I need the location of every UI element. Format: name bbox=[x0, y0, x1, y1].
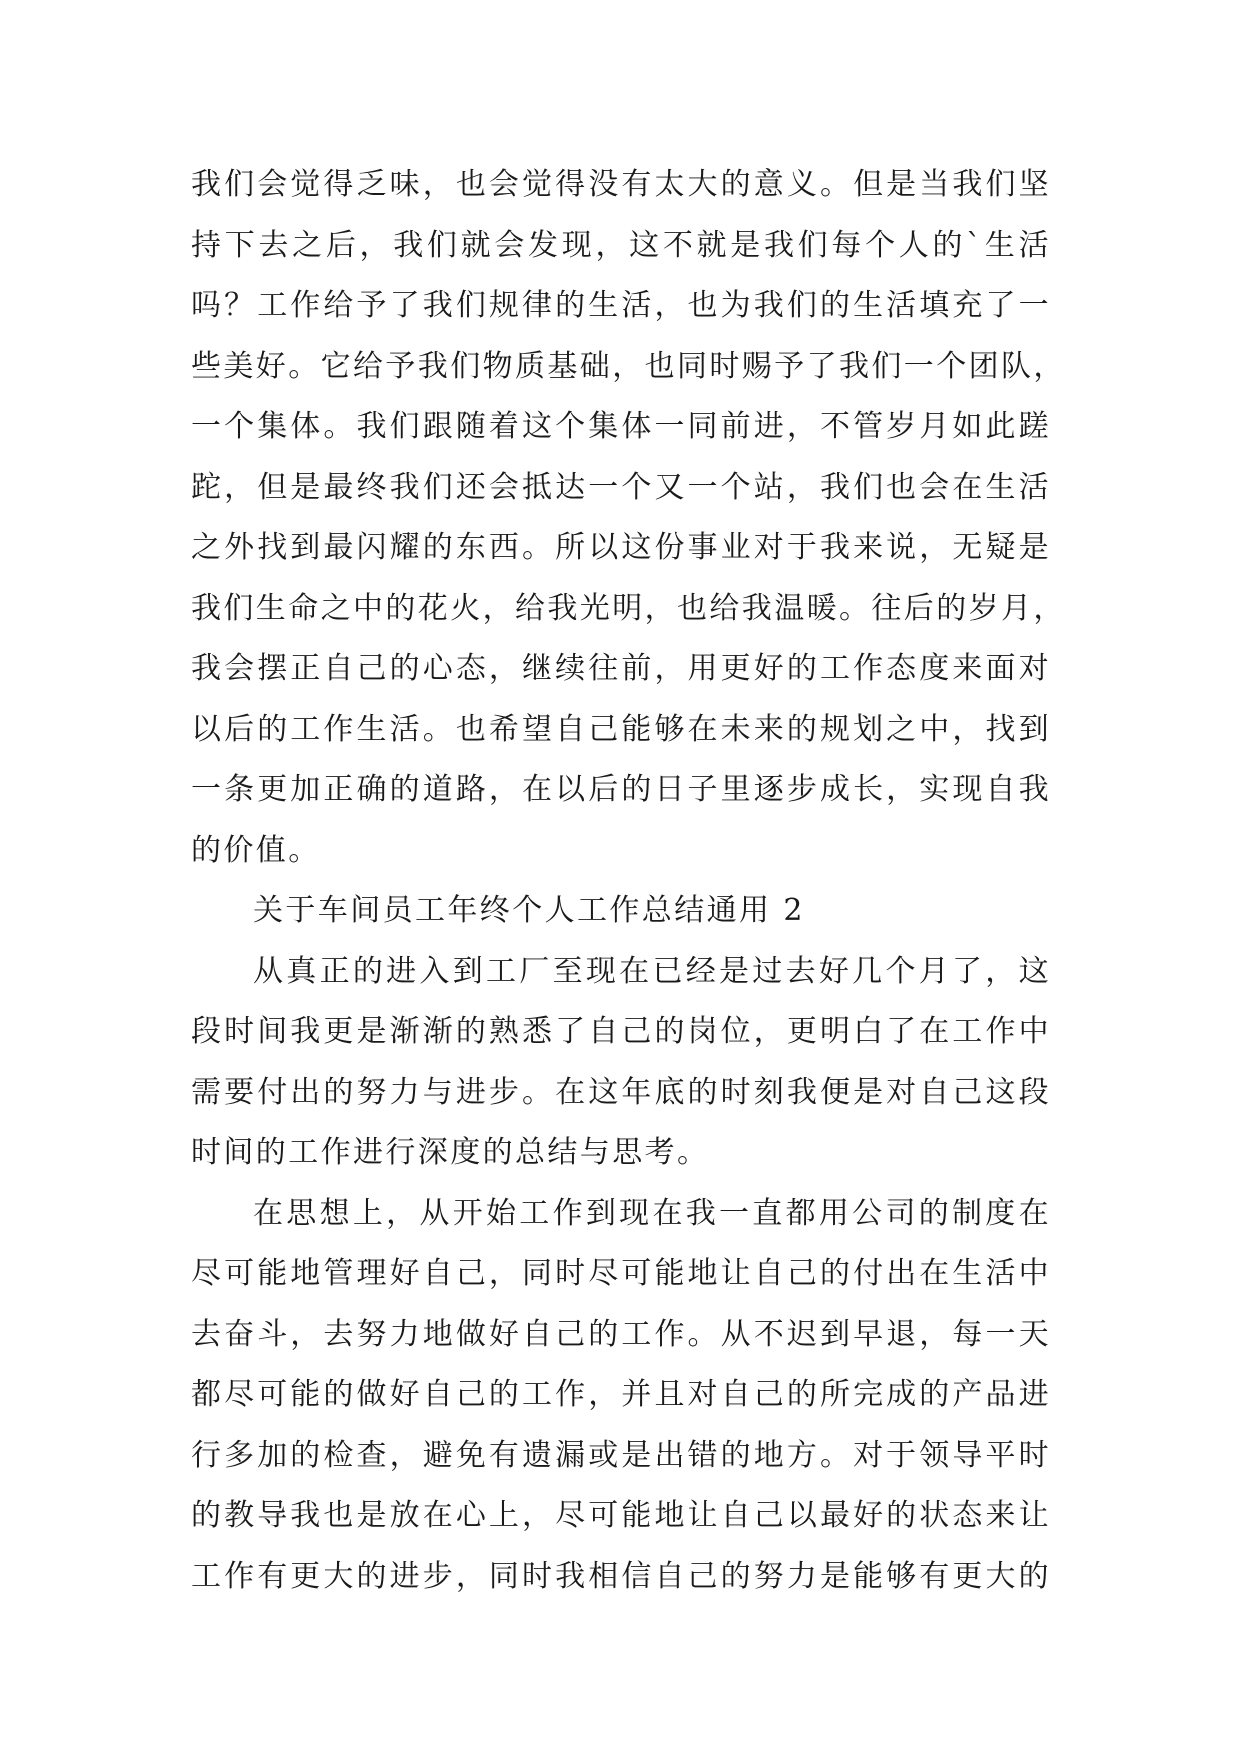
text-line: 持下去之后，我们就会发现，这不就是我们每个人的`生活 bbox=[191, 227, 1051, 263]
text-line: 吗？工作给予了我们规律的生活，也为我们的生活填充了一 bbox=[191, 288, 1051, 323]
text-line: 我会摆正自己的心态，继续往前，用更好的工作态度来面对 bbox=[191, 651, 1051, 686]
text-line: 段时间我更是渐渐的熟悉了自己的岗位，更明白了在工作中 bbox=[191, 1014, 1051, 1049]
text-line: 从真正的进入到工厂至现在已经是过去好几个月了，这 bbox=[253, 953, 1051, 989]
text-line: 我们生命之中的花火，给我光明，也给我温暖。往后的岁月， bbox=[191, 590, 1066, 626]
section-heading: 关于车间员工年终个人工作总结通用 2 bbox=[253, 893, 805, 928]
text-line: 之外找到最闪耀的东西。所以这份事业对于我来说，无疑是 bbox=[191, 530, 1051, 565]
text-line: 以后的工作生活。也希望自己能够在未来的规划之中，找到 bbox=[191, 711, 1051, 747]
text-line: 去奋斗，去努力地做好自己的工作。从不迟到早退，每一天 bbox=[191, 1316, 1051, 1352]
text-line: 的教导我也是放在心上，尽可能地让自己以最好的状态来让 bbox=[191, 1498, 1051, 1533]
text-line: 尽可能地管理好自己，同时尽可能地让自己的付出在生活中 bbox=[191, 1256, 1051, 1291]
text-line: 在思想上，从开始工作到现在我一直都用公司的制度在 bbox=[253, 1195, 1051, 1231]
paragraph-2 bbox=[191, 942, 1051, 1184]
text-line: 跎，但是最终我们还会抵达一个又一个站，我们也会在生活 bbox=[191, 469, 1051, 505]
text-line: 工作有更大的进步，同时我相信自己的努力是能够有更大的 bbox=[191, 1558, 1051, 1594]
text-line: 我们会觉得乏味，也会觉得没有太大的意义。但是当我们坚 bbox=[191, 167, 1051, 202]
text-line: 时间的工作进行深度的总结与思考。 bbox=[191, 1135, 710, 1170]
text-line: 行多加的检查，避免有遗漏或是出错的地方。对于领导平时 bbox=[191, 1437, 1051, 1473]
text-line: 需要付出的努力与进步。在这年底的时刻我便是对自己这段 bbox=[191, 1074, 1051, 1110]
document-body bbox=[191, 155, 1066, 1607]
text-line: 一条更加正确的道路，在以后的日子里逐步成长，实现自我 bbox=[191, 772, 1051, 807]
text-line: 的价值。 bbox=[191, 832, 321, 868]
paragraph-1 bbox=[191, 155, 1066, 881]
text-line: 都尽可能的做好自己的工作，并且对自己的所完成的产品进 bbox=[191, 1377, 1051, 1412]
text-line: 一个集体。我们跟随着这个集体一同前进，不管岁月如此蹉 bbox=[191, 409, 1051, 444]
paragraph-3 bbox=[191, 1184, 1051, 1608]
text-line: 些美好。它给予我们物质基础，也同时赐予了我们一个团队， bbox=[191, 348, 1066, 384]
